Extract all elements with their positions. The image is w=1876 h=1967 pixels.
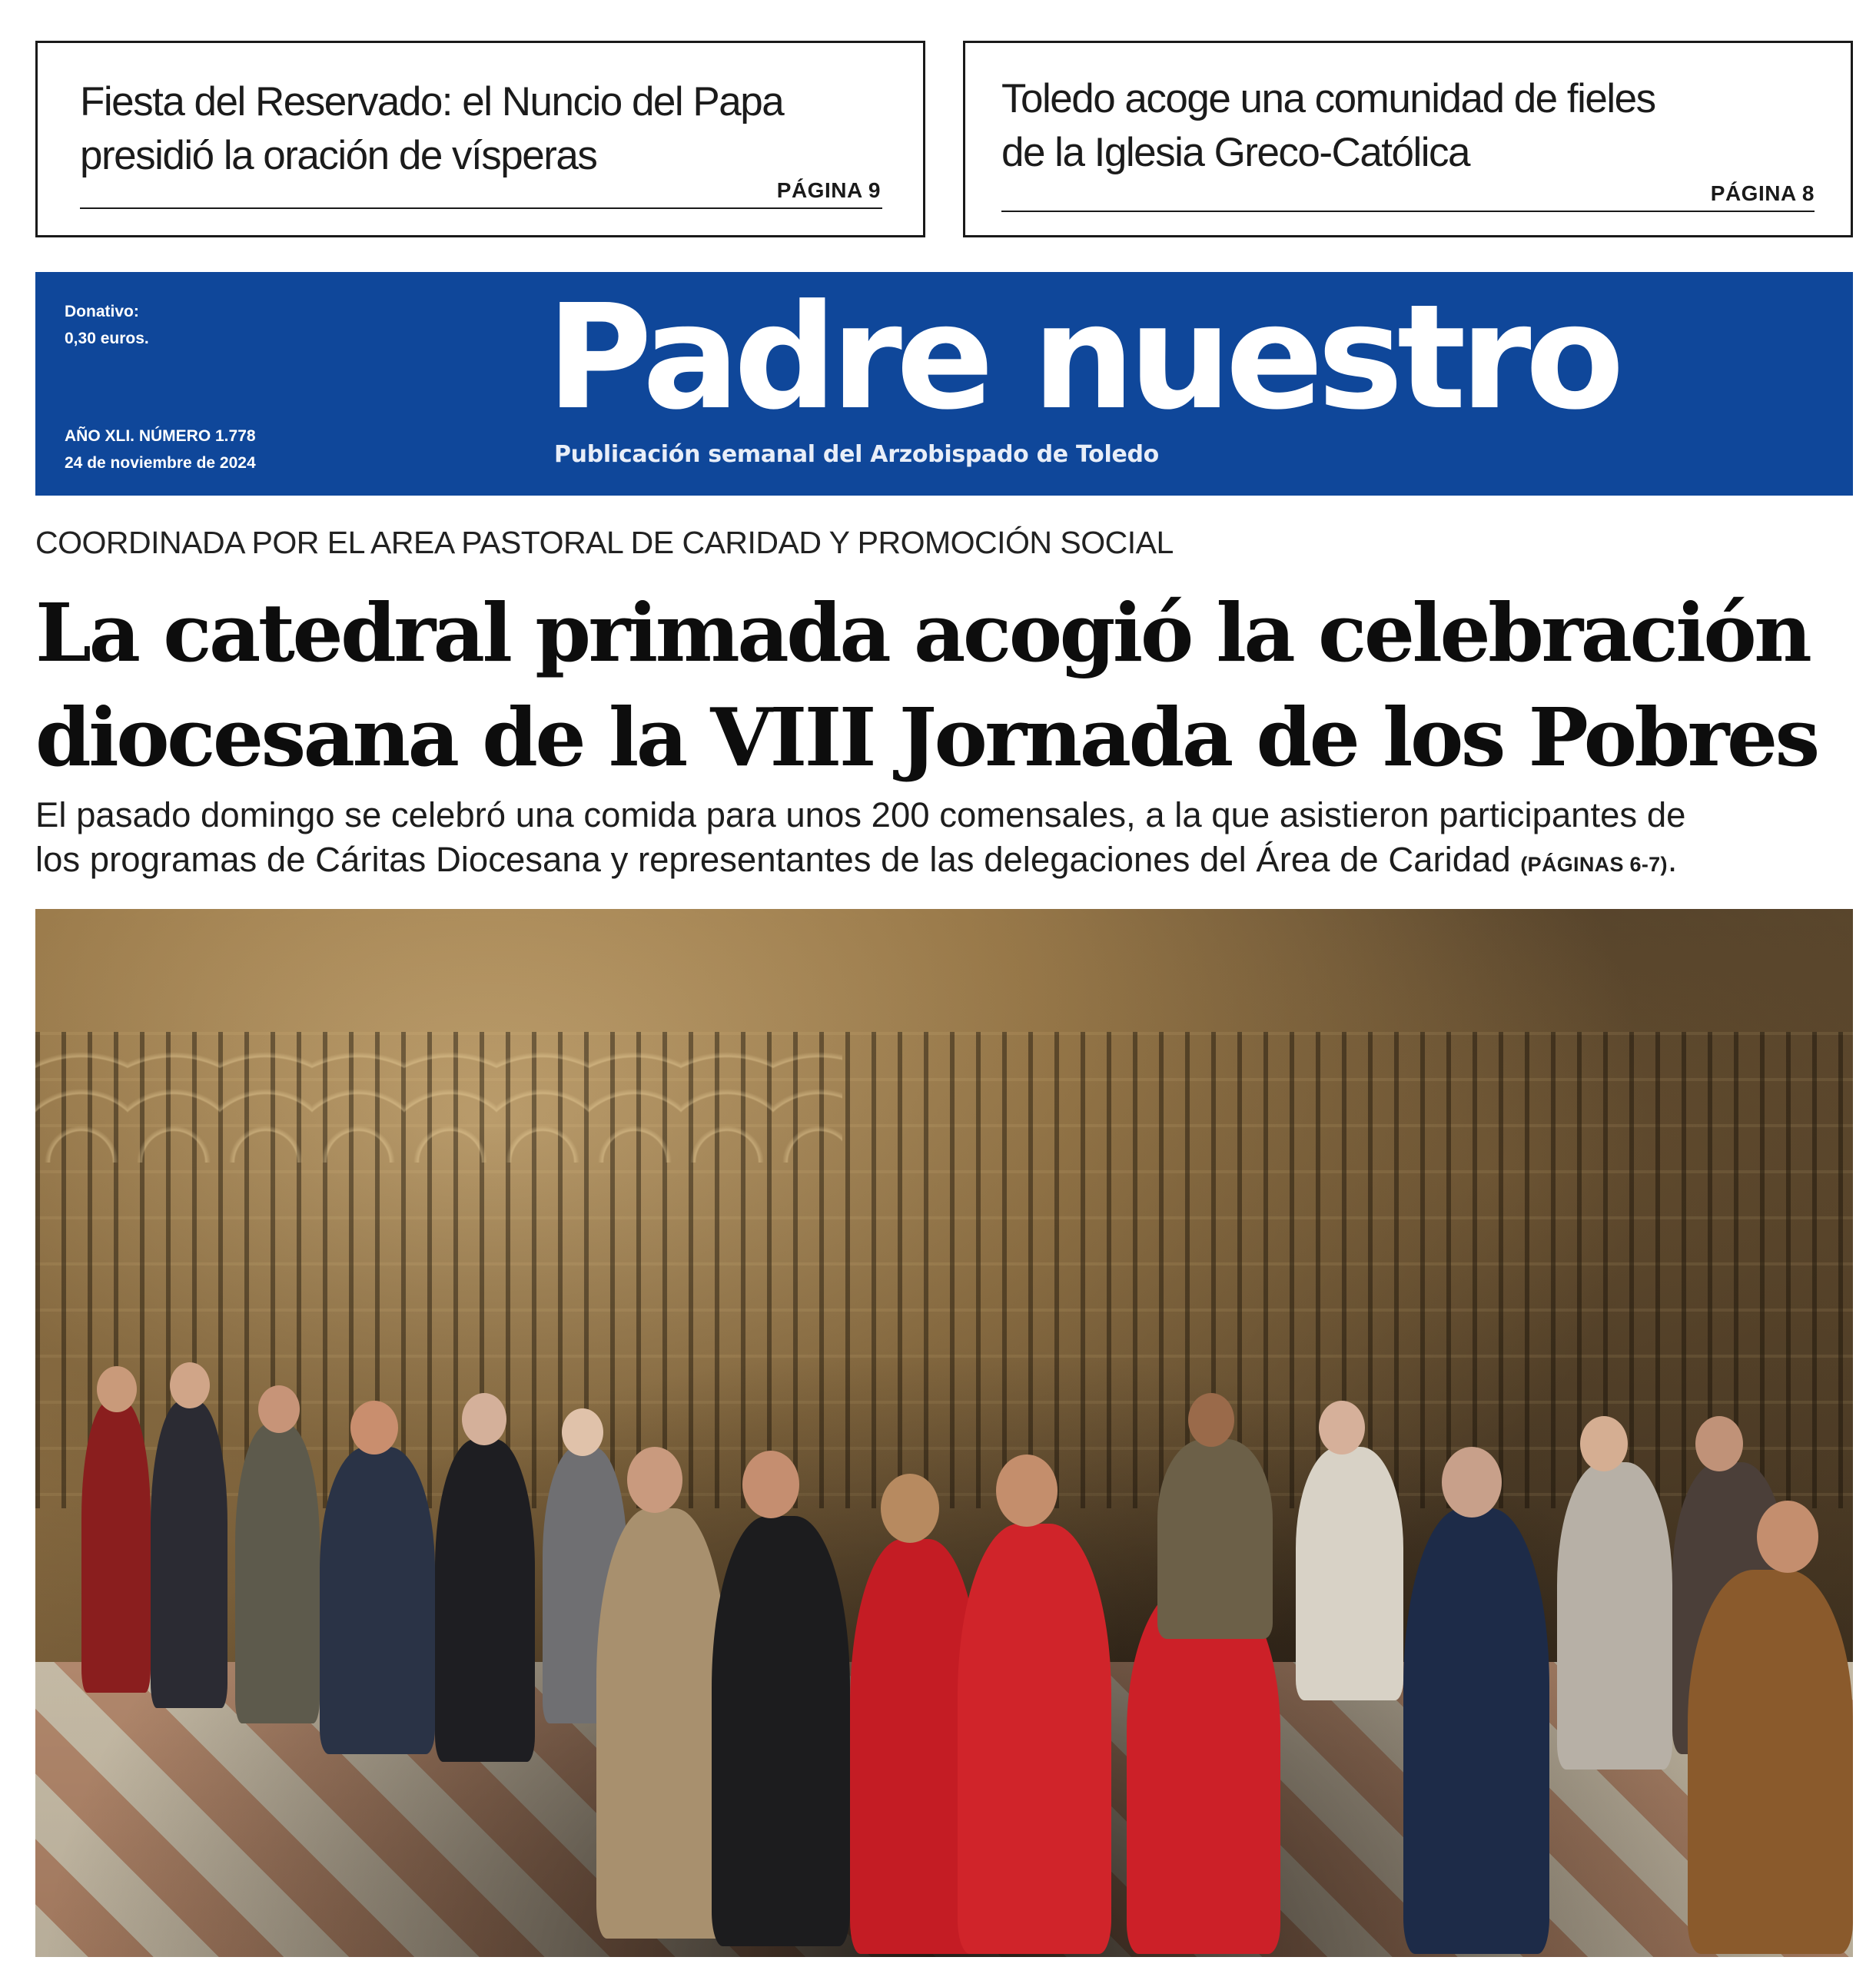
teaser-divider xyxy=(1001,211,1815,212)
photo-person xyxy=(320,1447,435,1754)
article-headline[interactable] xyxy=(35,581,1864,790)
teaser-greco-catolica[interactable] xyxy=(963,41,1853,237)
photo-person xyxy=(235,1424,320,1723)
issue-info xyxy=(65,423,256,476)
photo-head xyxy=(1188,1393,1234,1447)
teaser-headline xyxy=(80,75,879,183)
photo-head xyxy=(1695,1416,1743,1471)
photo-head xyxy=(1319,1401,1365,1455)
donation-value: 0,30 euros. xyxy=(65,330,149,347)
page-bottom xyxy=(0,1957,1876,1967)
teaser-reservado[interactable] xyxy=(35,41,925,237)
summary-end: . xyxy=(1667,840,1678,879)
teaser-page-ref: PÁGINA 9 xyxy=(776,178,881,202)
photo-head xyxy=(562,1408,603,1456)
summary-line: los programas de Cáritas Diocesana y representantes de las delegaciones del Área de Caridad xyxy=(35,840,1511,879)
photo-person xyxy=(151,1401,227,1708)
article-headline-line: La catedral primada acogió la celebración xyxy=(35,585,1810,680)
photo-person xyxy=(1688,1570,1853,1954)
photo-head xyxy=(1757,1501,1818,1573)
teaser-page-ref: PÁGINA 8 xyxy=(1710,181,1815,205)
photo-person xyxy=(1157,1439,1273,1639)
article-headline-line: diocesana de la VIII Jornada de los Pobres xyxy=(35,690,1818,784)
photo-head xyxy=(996,1455,1058,1527)
photo-person xyxy=(1296,1447,1403,1700)
photo-head xyxy=(462,1393,506,1445)
photo-person xyxy=(712,1516,850,1946)
photo-head xyxy=(627,1447,682,1513)
photo-head xyxy=(881,1474,939,1543)
photo-arches xyxy=(35,1047,842,1163)
photo-head xyxy=(170,1362,210,1408)
teaser-headline-line: Toledo acoge una comunidad de fieles xyxy=(1001,76,1655,121)
teaser-headline xyxy=(1001,72,1801,180)
masthead xyxy=(35,272,1853,496)
photo-person xyxy=(1403,1508,1549,1954)
summary-line: El pasado domingo se celebró una comida para unos 200 comensales, a la que asistieron participantes de xyxy=(35,795,1686,834)
photo-person xyxy=(81,1401,151,1693)
donation-label: Donativo: xyxy=(65,303,139,320)
cathedral-crowd-photo xyxy=(35,909,1853,1957)
publication-logo: Padre nuestro xyxy=(546,274,1619,442)
photo-head xyxy=(350,1401,398,1455)
photo-person xyxy=(1557,1462,1672,1770)
photo-head xyxy=(1442,1447,1502,1518)
photo-person xyxy=(596,1508,727,1939)
summary-page-ref[interactable]: (PÁGINAS 6-7) xyxy=(1520,853,1668,876)
teaser-headline-line: presidió la oración de vísperas xyxy=(80,133,597,178)
photo-person xyxy=(435,1439,535,1762)
photo-person xyxy=(958,1524,1111,1954)
photo-head xyxy=(97,1366,137,1412)
photo-head xyxy=(742,1451,799,1518)
photo-person xyxy=(1127,1585,1280,1954)
article-summary xyxy=(35,793,1864,887)
issue-number: AÑO XLI. NÚMERO 1.778 xyxy=(65,427,256,445)
issue-date: 24 de noviembre de 2024 xyxy=(65,454,256,472)
teaser-divider xyxy=(80,207,882,209)
article-kicker: COORDINADA POR EL AREA PASTORAL DE CARIDAD Y PROMOCIÓN SOCIAL xyxy=(35,525,1174,560)
teaser-headline-line: Fiesta del Reservado: el Nuncio del Papa xyxy=(80,79,784,124)
publication-subtitle: Publicación semanal del Arzobispado de Toledo xyxy=(554,441,1159,468)
photo-head xyxy=(1580,1416,1628,1471)
donation-price xyxy=(65,298,149,352)
teaser-headline-line: de la Iglesia Greco-Católica xyxy=(1001,130,1470,175)
photo-head xyxy=(258,1385,300,1433)
